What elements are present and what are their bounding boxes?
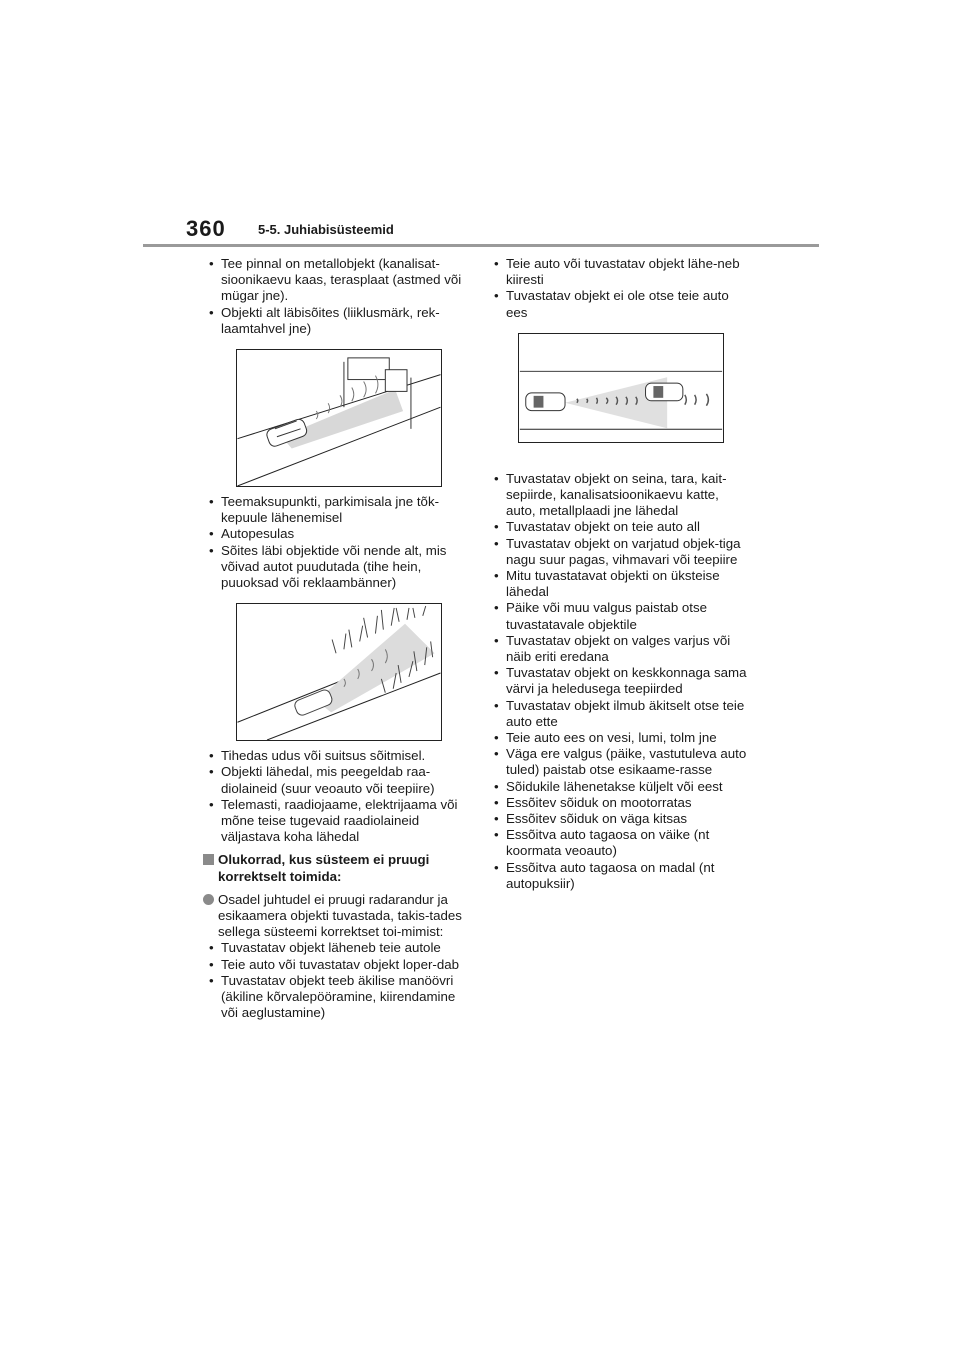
header-rule [143, 244, 819, 247]
list-item: • Tuvastatav objekt on varjatud objek-tiga nagu suur pagas, vihmavari või teepiire [490, 536, 752, 568]
section-title: 5-5. Juhiabisüsteemid [258, 222, 394, 237]
list-item: • Teie auto või tuvastatav objekt lähe-neb kiiresti [490, 256, 752, 288]
circle-paragraph [205, 892, 467, 941]
list-item: • Tuvastatav objekt teeb äkilise manöövri (äkiline kõrvalepööramine, kiirendamine või aeglustamine) [205, 973, 467, 1022]
section-heading [205, 852, 467, 884]
list-item: • Mitu tuvastatavat objekti on üksteise lähedal [490, 568, 752, 600]
circle-bullet-icon [203, 894, 214, 905]
list-item: • Sõidukile lähenetakse küljelt või eest [490, 779, 752, 795]
list-item: • Essõitev sõiduk on väga kitsas [490, 811, 752, 827]
list-item: • Objekti lähedal, mis peegeldab raa-diolaineid (suur veoauto või teepiire) [205, 764, 467, 796]
grass-road-illustration [237, 604, 441, 740]
list-item: • Teemaksupunkti, parkimisala jne tõk-kepuule lähenemisel [205, 494, 467, 526]
list-item: • Tuvastatav objekt ilmub äkitselt otse teie auto ette [490, 698, 752, 730]
list-item: • Tihedas udus või suitsus sõitmisel. [205, 748, 467, 764]
circle-text: Osadel juhtudel ei pruugi radarandur ja esikaamera objekti tuvastada, takis-tades sellega süsteemi korrektset toi-mimist: [218, 891, 462, 940]
right-column [490, 256, 752, 892]
list-item: • Tuvastatav objekt ei ole otse teie auto ees [490, 288, 752, 320]
left-list-3 [205, 748, 467, 845]
heading-text: Olukorrad, kus süsteem ei pruugi korrektselt toimida: [218, 852, 430, 884]
left-column [205, 256, 467, 1021]
list-item: • Tuvastatav objekt on valges varjus või näib eriti eredana [490, 633, 752, 665]
left-list-4 [205, 940, 467, 1021]
offset-vehicle-illustration [519, 334, 723, 442]
right-list-1 [490, 256, 752, 321]
list-item: • Tuvastatav objekt on seina, tara, kait-sepiirde, kanalisatsioonikaevu katte, auto, metallplaadi jne lähedal [490, 471, 752, 520]
list-item: • Tee pinnal on metallobjekt (kanalisat-sioonikaevu kaas, terasplaat (astmed või mügar jne). [205, 256, 467, 305]
figure-overhead-sign [236, 349, 442, 487]
left-list-2 [205, 494, 467, 591]
right-list-2 [490, 471, 752, 892]
list-item: • Essõitev sõiduk on mootorratas [490, 795, 752, 811]
list-item: • Telemasti, raadiojaame, elektrijaama või mõne teise tugevaid raadiolaineid väljastava koha lähedal [205, 797, 467, 846]
list-item: • Väga ere valgus (päike, vastutuleva auto tuled) paistab otse esikaame-rasse [490, 746, 752, 778]
list-item: • Essõitva auto tagaosa on madal (nt autopuksiir) [490, 860, 752, 892]
overhead-sign-illustration [237, 350, 441, 486]
square-bullet-icon [203, 854, 214, 865]
list-item: • Teie auto ees on vesi, lumi, tolm jne [490, 730, 752, 746]
list-item: • Sõites läbi objektide või nende alt, mis võivad autot puudutada (tihe hein, puuoksad või reklaambänner) [205, 543, 467, 592]
list-item: • Autopesulas [205, 526, 467, 542]
figure-offset-vehicle [518, 333, 724, 443]
list-item: • Objekti alt läbisõites (liiklusmärk, rek-laamtahvel jne) [205, 305, 467, 337]
list-item: • Tuvastatav objekt on keskkonnaga sama värvi ja heledusega teepiirded [490, 665, 752, 697]
list-item: • Essõitva auto tagaosa on väike (nt koormata veoauto) [490, 827, 752, 859]
figure-grass-road [236, 603, 442, 741]
page-number: 360 [186, 216, 226, 241]
list-item: • Tuvastatav objekt on teie auto all [490, 519, 752, 535]
list-item: • Päike või muu valgus paistab otse tuvastatavale objektile [490, 600, 752, 632]
list-item: • Tuvastatav objekt läheneb teie autole [205, 940, 467, 956]
left-list-1 [205, 256, 467, 337]
list-item: • Teie auto või tuvastatav objekt loper-dab [205, 957, 467, 973]
